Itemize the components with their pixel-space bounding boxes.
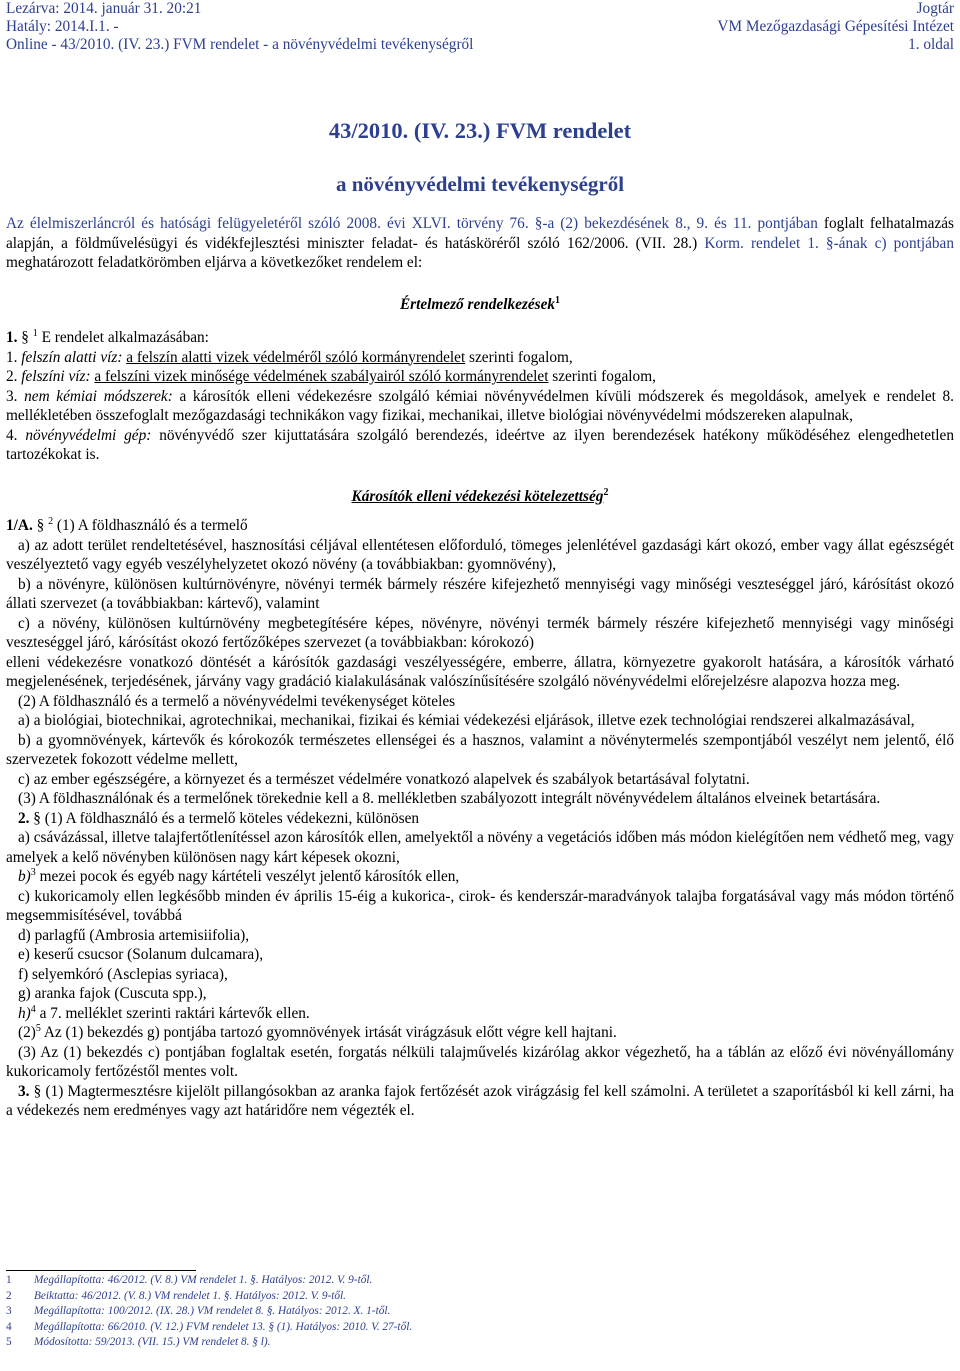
s2-point-f: f) selyemkóró (Asclepias syriaca), bbox=[18, 965, 228, 983]
document-body bbox=[6, 214, 954, 1121]
footnote-item: 5 Módosította: 59/2013. (VII. 15.) VM rendelet 8. § l). bbox=[6, 1336, 271, 1348]
surface-water-law-link[interactable]: a felszíni vizek minősége védelmének szabályairól szóló kormányrendelet bbox=[94, 368, 549, 385]
page-subtitle: a növényvédelmi tevékenységről bbox=[335, 172, 625, 196]
definition-item-4: 4. növényvédelmi gép: növényvédő szer kijuttatására szolgáló berendezés, ideértve az ilyen berendezések hatékony működéséhez elengedhetetlen tartozékokat is. bbox=[6, 426, 954, 463]
s2-heading: 2. § (1) A földhasználó és a termelő köteles védekezni, különösen bbox=[18, 809, 420, 827]
s1a-tail: elleni védekezésre vonatkozó döntését a kárósítók gazdasági veszélyességére, emberre, állatra, környezetre gyakorolt hatására, a károsítók várható megjelenésének, terjedésének, járvány vagy gradáció kialakulásának valószínűsítésére szolgáló növényvédelmi előrejelzésre alapozva hozza meg. bbox=[6, 653, 954, 690]
footnote-item: 3 Megállapította: 100/2012. (IX. 28.) VM rendelet 8. §. Hatályos: 2012. X. 1-től. bbox=[6, 1305, 391, 1317]
s1a-point-b: b) a növényre, különösen kultúrnövényre, növényi termék bármely részére kifejezhető mennyiségi vagy minőségi veszteséggel járó, kárósítást okozó állati szervezet (a továbbiakban: kártevő), valamint bbox=[6, 575, 954, 612]
s2-point-h: h)$^4$ a 7. melléklet szerinti raktári kártevők ellen. bbox=[18, 1003, 310, 1022]
intro-law-link[interactable]: Az élelmiszerláncról és hatósági felügyeletéről szóló 2008. évi XLVI. törvény 76. §-a (2) bekezdésének 8., 9. és 11. pontjában bbox=[6, 215, 818, 232]
header-closed-date: Lezárva: 2014. január 31. 20:21 bbox=[6, 0, 202, 17]
header-online-title: Online - 43/2010. (IV. 23.) FVM rendelet - a növényvédelmi tevékenységről bbox=[6, 36, 474, 53]
s1a-heading: 1/A. § $^2$ (1) A földhasználó és a termelő bbox=[6, 515, 248, 534]
s1a-para-2a: a) a biológiai, biotechnikai, agrotechnikai, mechanikai, fizikai és kémiai védekezési eljárások, illetve ezek technológiai rendszerei alkalmazásával, bbox=[18, 712, 915, 729]
s2-point-e: e) keserű csucsor (Solanum dulcamara), bbox=[18, 946, 264, 963]
s2-point-a: a) csávázással, illetve talajfertőtlenítéssel azon károsítók ellen, amelyektől a növény a vegetációs időben más módon kielégítően nem védhető meg, vagy amelyek a kelő növényben különösen nagy kárt képesek okozni, bbox=[6, 829, 954, 866]
header-left bbox=[6, 0, 473, 54]
definition-item-1: 1. felszín alatti víz: a felszín alatti vizek védelméről szóló kormányrendelet szerinti fogalom, bbox=[6, 348, 573, 366]
intro-line-3: meghatározott feladatkörömben eljárva a következőket rendelem el: bbox=[6, 254, 423, 271]
intro-line-2: foglalt felhatalmazás alapján, a földművelésügyi és vidékfejlesztési miniszter feladat- és hatásköréről szóló 162/2006. (VII. 28.) bbox=[6, 215, 954, 252]
section-title-definitions: Értelmező rendelkezések$^1$ bbox=[399, 294, 561, 313]
footnote-divider bbox=[6, 1270, 196, 1271]
s1a-para-3: (3) A földhasználónak és a termelőnek törekednie kell a 8. mellékletben szabályozott integrált növényvédelem általános elveinek betartására. bbox=[18, 790, 881, 807]
header-brand: Jogtár bbox=[916, 0, 954, 17]
page-title: 43/2010. (IV. 23.) FVM rendelet bbox=[328, 118, 632, 143]
footnote-ref-4[interactable]: 4 bbox=[30, 1003, 36, 1015]
footnote-ref[interactable]: 2 bbox=[48, 515, 54, 527]
intro-korm-link[interactable]: Korm. rendelet 1. §-ának c) pontjában bbox=[704, 234, 954, 252]
intro-paragraph bbox=[6, 214, 954, 273]
s1-heading: 1. § $^1$ E rendelet alkalmazásában: bbox=[6, 327, 209, 346]
s2-point-g: g) aranka fajok (Cuscuta spp.), bbox=[18, 985, 207, 1002]
s1a-para-2: (2) A földhasználó és a termelő a növényvédelmi tevékenységet köteles bbox=[18, 692, 456, 710]
s1a-point-c: c) a növény, különösen kultúrnövény megbetegítésére képes, növényre, növényi termék bármely részére kifejezhető mennyiségi vagy minőségi veszteséggel járó, kárósítást okozó fertőzőképes szervezet (a továbbiakban: kórokozó) bbox=[6, 614, 954, 651]
footnote-item: 1 Megállapította: 46/2012. (V. 8.) VM rendelet 1. §. Hatályos: 2012. V. 9-től. bbox=[6, 1274, 373, 1286]
s2-para-2: $(2)^5$ Az (1) bekezdés g) pontjába tartozó gyomnövények irtását virágzásuk előtt végre kell hajtani. bbox=[18, 1022, 617, 1041]
groundwater-law-link[interactable]: a felszín alatti vizek védelméről szóló kormányrendelet bbox=[126, 348, 466, 366]
s1a-para-2b: b) a gyomnövények, kártevők és kórokozók természetes ellenségei és a hasznos, valamint a növénytermelés szempontjából veszélyt nem jelentő, élő szervezetek fokozott védelme mellett, bbox=[6, 731, 954, 768]
header-right bbox=[717, 0, 954, 54]
header-page-number: 1. oldal bbox=[908, 36, 954, 53]
footnote-ref[interactable]: 1 bbox=[32, 327, 38, 339]
section-title-obligation: Károsítók elleni védekezési kötelezettség$^2$ bbox=[351, 486, 609, 505]
definition-item-2: 2. felszíni víz: a felszíni vizek minősége védelmének szabályairól szóló kormányrendelet szerinti fogalom, bbox=[6, 368, 656, 385]
s2-point-c: c) kukoricamoly ellen legkésőbb minden év április 15-éig a kukorica-, cirok- és kenderszár-maradványok talajba forgatásával vagy más módon történő megsemmisítésével, továbbá bbox=[6, 887, 954, 924]
footnote-item: 4 Megállapította: 66/2010. (V. 12.) FVM rendelet 13. § (1). Hatályos: 2010. V. 27-től. bbox=[6, 1320, 413, 1333]
s3-paragraph: 3. § (1) Magtermesztésre kijelölt pillangósokban az aranka fajok fertőzését azok virágzásig fel kell számolni. A területet a szaporításból ki kell zárni, ha a védekezés nem eredményes vagy azt határidőre nem végezték el. bbox=[6, 1082, 954, 1119]
footnote-ref-2[interactable]: 2 bbox=[603, 486, 609, 498]
s1a-para-2c: c) az ember egészségére, a környezet és a természet védelmére vonatkozó alapelvek és szabályok betartásával folytatni. bbox=[18, 770, 750, 788]
s2-para-3: (3) Az (1) bekezdés c) pontjában foglaltak esetén, forgatás nélküli talajművelés kizárólag akkor végezhető, ha a táblán az előző évi növényállomány kukoricamoly fertőzéstől mentes volt. bbox=[6, 1043, 954, 1080]
header-validity: Hatály: 2014.I.1. - bbox=[6, 18, 119, 35]
footnote-ref-5[interactable]: 5 bbox=[35, 1022, 41, 1034]
s1a-point-a: a) az adott terület rendeltetésével, hasznosítási céljával ellentétesen előforduló, tömeges jelenlétével gazdasági kárt okozó, ember vagy állat egészségét veszélyeztető vagy egyéb veszélyhelyzetet okozó növény (a továbbiakban: gyomnövény), bbox=[6, 536, 954, 573]
footnote-ref-1[interactable]: 1 bbox=[555, 294, 561, 306]
header-institute: VM Mezőgazdasági Gépesítési Intézet bbox=[717, 18, 954, 35]
s2-point-b: b)$^3$ mezei pocok és egyéb nagy kártételi veszélyt jelentő károsítók ellen, bbox=[18, 866, 460, 885]
s2-point-d: d) parlagfű (Ambrosia artemisiifolia), bbox=[18, 926, 250, 944]
footnote-ref-3[interactable]: 3 bbox=[30, 866, 36, 878]
definition-item-3: 3. nem kémiai módszerek: a károsítók elleni védekezésre szolgáló kémiai növényvédelmen kívüli módszerek és megoldások, amelyek e rendelet 8. mellékletében összefoglalt mezőgazdasági technikákon vagy fizikai, mechanikai, illetve biológiai növényvédelmi módszereken alapulnak, bbox=[6, 387, 955, 424]
footnotes bbox=[6, 1273, 954, 1351]
footnote-item: 2 Beiktatta: 46/2012. (V. 8.) VM rendelet 1. §. Hatályos: 2012. V. 9-től. bbox=[6, 1289, 346, 1302]
